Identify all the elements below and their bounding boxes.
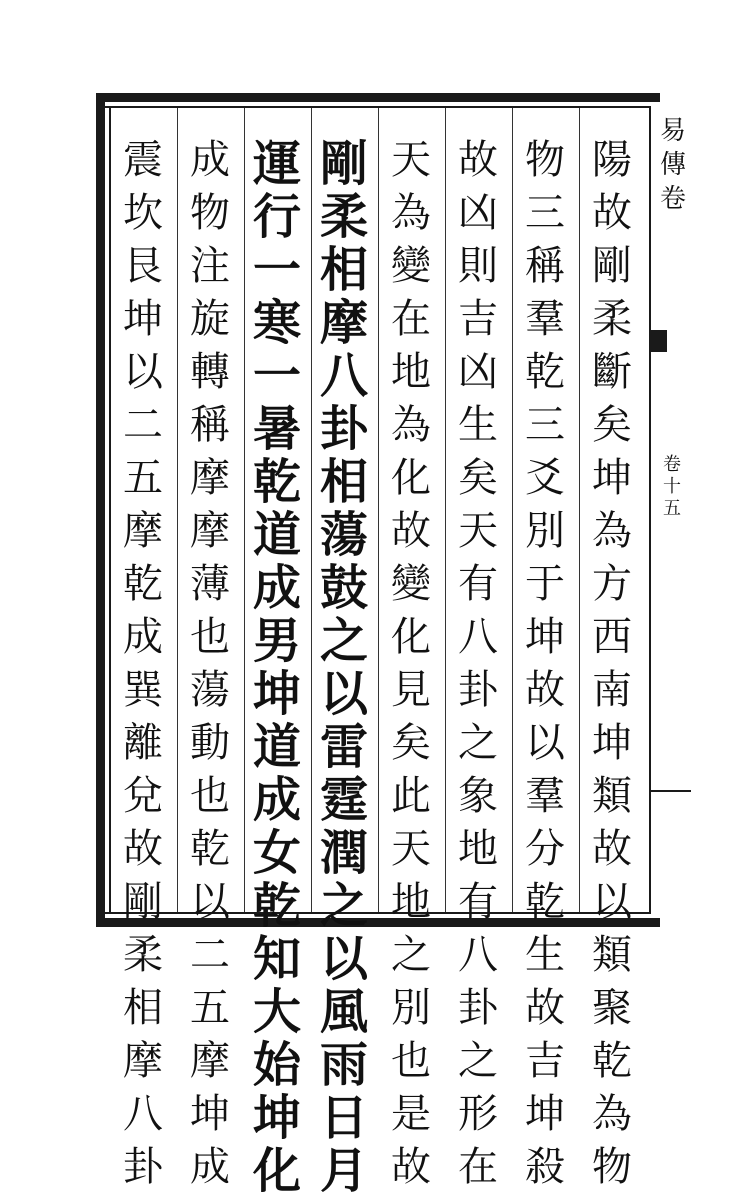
text-char: 蕩: [319, 507, 368, 563]
text-char: 三: [525, 190, 565, 236]
text-char: 一: [252, 348, 301, 404]
text-char: 羣: [525, 296, 565, 342]
text-char: 八: [458, 614, 498, 660]
text-char: 羣: [525, 773, 565, 819]
text-char: 也: [391, 1038, 431, 1084]
text-char: 凶: [458, 190, 498, 236]
text-char: 艮: [123, 243, 163, 289]
text-char: 摩: [190, 455, 230, 501]
text-char: 別: [525, 508, 565, 554]
text-char: 坤: [525, 614, 565, 660]
text-char: 行: [252, 189, 301, 245]
text-char: 象: [458, 773, 498, 819]
text-char: 二: [123, 402, 163, 448]
frame-left-inner-border: [109, 106, 111, 914]
text-char: 方: [592, 561, 632, 607]
text-char: 乾: [190, 826, 230, 872]
text-char: 別: [391, 985, 431, 1031]
text-char: 有: [458, 879, 498, 925]
text-char: 一: [252, 242, 301, 298]
text-char: 運: [252, 136, 301, 192]
text-char: 故: [123, 826, 163, 872]
text-char: 之: [458, 1038, 498, 1084]
text-char: 摩: [123, 1038, 163, 1084]
center-column-rule: [651, 790, 691, 792]
text-char: 成: [252, 560, 301, 616]
text-char: 摩: [190, 508, 230, 554]
text-char: 是: [391, 1091, 431, 1137]
text-char: 也: [190, 773, 230, 819]
text-char: 生: [525, 932, 565, 978]
text-char: 坤: [252, 666, 301, 722]
text-char: 地: [391, 349, 431, 395]
text-char: 日: [319, 1090, 368, 1146]
text-char: 分: [525, 826, 565, 872]
text-char: 坤: [592, 720, 632, 766]
text-char: 兌: [123, 773, 163, 819]
text-char: 坎: [123, 190, 163, 236]
text-char: 為: [592, 508, 632, 554]
text-char: 之: [319, 878, 368, 934]
text-char: 乾: [123, 561, 163, 607]
text-char: 坤: [123, 296, 163, 342]
text-char: 物: [525, 137, 565, 183]
text-char: 月: [319, 1143, 368, 1199]
text-char: 吉: [525, 1038, 565, 1084]
text-char: 矣: [592, 402, 632, 448]
text-char: 相: [319, 242, 368, 298]
text-char: 以: [123, 349, 163, 395]
text-char: 南: [592, 667, 632, 713]
text-char: 摩: [319, 295, 368, 351]
column-separator: [512, 108, 513, 912]
text-char: 稱: [525, 243, 565, 289]
text-char: 成: [123, 614, 163, 660]
text-char: 鼓: [319, 560, 368, 616]
text-char: 之: [319, 613, 368, 669]
text-char: 矣: [391, 720, 431, 766]
text-char: 卦: [458, 985, 498, 1031]
text-char: 卦: [123, 1144, 163, 1190]
text-char: 薄: [190, 561, 230, 607]
text-char: 在: [458, 1144, 498, 1190]
text-char: 大: [252, 984, 301, 1040]
text-char: 知: [252, 931, 301, 987]
text-char: 坤: [525, 1091, 565, 1137]
text-char: 潤: [319, 825, 368, 881]
text-char: 變: [391, 243, 431, 289]
juan-char: 五: [663, 498, 681, 519]
text-char: 蕩: [190, 667, 230, 713]
column-separator: [378, 108, 379, 912]
text-char: 寒: [252, 295, 301, 351]
text-char: 以: [319, 931, 368, 987]
text-column: [179, 137, 241, 1200]
text-char: 巽: [123, 667, 163, 713]
text-char: 以: [319, 666, 368, 722]
text-char: 女: [252, 825, 301, 881]
text-char: 雨: [319, 1037, 368, 1093]
text-char: 以: [190, 879, 230, 925]
text-char: 乾: [592, 1038, 632, 1084]
text-char: 轉: [190, 349, 230, 395]
text-char: 乾: [525, 879, 565, 925]
text-char: 成: [190, 137, 230, 183]
text-char: 卦: [319, 401, 368, 457]
text-char: 故: [391, 1144, 431, 1190]
text-char: 以: [592, 879, 632, 925]
margin-char: 傳: [659, 150, 686, 180]
text-char: 西: [592, 614, 632, 660]
text-char: 成: [190, 1144, 230, 1190]
text-char: 二: [190, 932, 230, 978]
text-char: 矣: [458, 455, 498, 501]
text-char: 為: [391, 402, 431, 448]
text-char: 故: [592, 190, 632, 236]
text-char: 物: [592, 1144, 632, 1190]
text-char: 化: [391, 614, 431, 660]
margin-title: [655, 110, 691, 212]
text-char: 霆: [319, 772, 368, 828]
text-char: 聚: [592, 985, 632, 1031]
column-separator: [311, 108, 312, 912]
text-char: 道: [252, 719, 301, 775]
text-char: 八: [458, 932, 498, 978]
text-char: 物: [190, 190, 230, 236]
text-char: 地: [458, 826, 498, 872]
juan-char: 十: [663, 476, 681, 497]
text-char: 乾: [252, 878, 301, 934]
text-char: 天: [391, 826, 431, 872]
text-char: 吉: [458, 296, 498, 342]
text-char: 殺: [525, 1144, 565, 1190]
juan-char: 卷: [663, 454, 681, 475]
frame-top-border: [96, 93, 660, 102]
column-separator: [244, 108, 245, 912]
text-char: 于: [525, 561, 565, 607]
text-char: 故: [391, 508, 431, 554]
text-char: 摩: [190, 1038, 230, 1084]
text-char: 男: [252, 613, 301, 669]
text-char: 地: [391, 879, 431, 925]
text-char: 道: [252, 507, 301, 563]
text-char: 相: [319, 454, 368, 510]
text-char: 卦: [458, 667, 498, 713]
text-char: 斷: [592, 349, 632, 395]
text-char: 動: [190, 720, 230, 766]
text-char: 之: [458, 720, 498, 766]
juan-label: [657, 450, 687, 519]
text-char: 也: [190, 614, 230, 660]
text-char: 柔: [592, 296, 632, 342]
text-char: 風: [319, 984, 368, 1040]
text-char: 三: [525, 402, 565, 448]
text-char: 始: [252, 1037, 301, 1093]
text-char: 則: [458, 243, 498, 289]
text-char: 變: [391, 561, 431, 607]
text-char: 天: [391, 137, 431, 183]
text-char: 陽: [592, 137, 632, 183]
text-char: 坤: [190, 1091, 230, 1137]
text-char: 震: [123, 137, 163, 183]
text-char: 八: [123, 1091, 163, 1137]
text-char: 柔: [123, 932, 163, 978]
text-column: [514, 137, 576, 1200]
text-char: 故: [525, 667, 565, 713]
text-char: 坤: [592, 455, 632, 501]
text-char: 乾: [252, 454, 301, 510]
text-char: 見: [391, 667, 431, 713]
text-char: 乾: [525, 349, 565, 395]
margin-char: 卷: [659, 184, 686, 214]
text-char: 在: [391, 296, 431, 342]
text-char: 化: [252, 1143, 301, 1199]
frame-top-inner-border: [96, 106, 650, 108]
text-char: 爻: [525, 455, 565, 501]
text-char: 剛: [592, 243, 632, 289]
text-char: 成: [252, 772, 301, 828]
center-column-border: [649, 106, 651, 914]
text-column: [581, 137, 643, 1200]
text-char: 剛: [123, 879, 163, 925]
text-column: [380, 137, 442, 1200]
text-char: 雷: [319, 719, 368, 775]
text-char: 生: [458, 402, 498, 448]
text-char: 故: [458, 137, 498, 183]
text-char: 柔: [319, 189, 368, 245]
text-char: 形: [458, 1091, 498, 1137]
text-char: 化: [391, 455, 431, 501]
text-char: 剛: [319, 136, 368, 192]
text-char: 類: [592, 932, 632, 978]
text-char: 五: [190, 985, 230, 1031]
column-separator: [177, 108, 178, 912]
text-column: [112, 137, 174, 1200]
text-char: 之: [391, 932, 431, 978]
text-char: 八: [319, 348, 368, 404]
text-column: [313, 136, 375, 1200]
text-char: 以: [525, 720, 565, 766]
text-char: 暑: [252, 401, 301, 457]
text-char: 坤: [252, 1090, 301, 1146]
text-column: [246, 136, 308, 1200]
text-char: 旋: [190, 296, 230, 342]
text-char: 故: [592, 826, 632, 872]
text-char: 有: [458, 561, 498, 607]
text-char: 類: [592, 773, 632, 819]
text-char: 為: [391, 190, 431, 236]
text-char: 稱: [190, 402, 230, 448]
text-char: 注: [190, 243, 230, 289]
text-char: 此: [391, 773, 431, 819]
text-char: 五: [123, 455, 163, 501]
text-char: 摩: [123, 508, 163, 554]
column-separator: [579, 108, 580, 912]
text-char: 離: [123, 720, 163, 766]
text-char: 為: [592, 1091, 632, 1137]
text-column: [447, 137, 509, 1200]
text-char: 相: [123, 985, 163, 1031]
frame-left-border: [96, 93, 105, 927]
text-char: 故: [525, 985, 565, 1031]
fishtail-mark: [651, 330, 667, 352]
margin-char: 易: [659, 116, 686, 146]
text-char: 凶: [458, 349, 498, 395]
text-char: 天: [458, 508, 498, 554]
column-separator: [445, 108, 446, 912]
